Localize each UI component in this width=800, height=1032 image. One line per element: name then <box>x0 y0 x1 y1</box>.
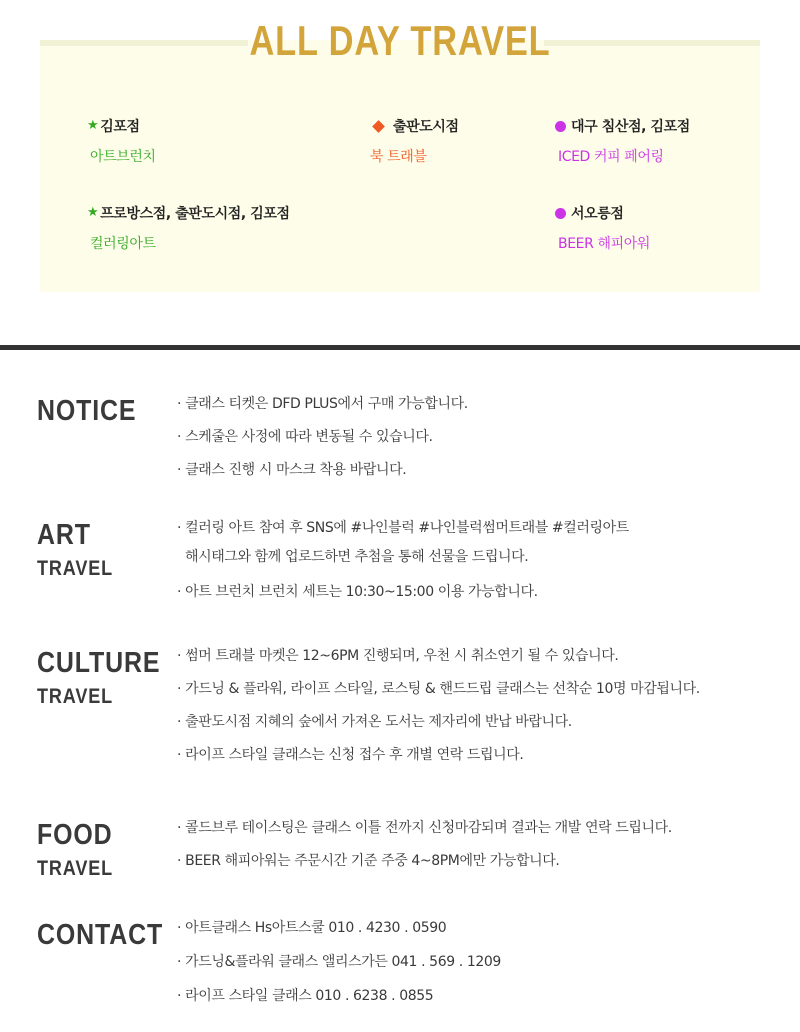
venue-item <box>555 203 650 253</box>
venue-branch: 김포점 <box>100 119 140 135</box>
contact-item: · 아트클래스 Hs아트스쿨 010 . 4230 . 0590 <box>177 918 501 938</box>
section-title-food <box>37 819 113 881</box>
list-item: · BEER 해피아워는 주문시간 기준 주중 4~8PM에만 가능합니다. <box>177 851 672 871</box>
venue-item <box>87 203 290 253</box>
section-title-contact <box>37 919 163 951</box>
list-item: · 가드닝 & 플라워, 라이프 스타일, 로스팅 & 핸드드립 클래스는 선착순 10명 마감됩니다. <box>177 679 700 699</box>
food-list <box>177 818 672 871</box>
venue-program: 컬러링아트 <box>90 236 156 252</box>
list-item: · 아트 브런치 브런치 세트는 10:30~15:00 이용 가능합니다. <box>177 582 629 602</box>
culture-list <box>177 646 700 765</box>
section-title-culture <box>37 647 160 709</box>
section-title-text: CONTACT <box>37 919 164 951</box>
venue-item <box>87 116 156 166</box>
star-icon: ★ <box>87 118 99 133</box>
venue-item <box>370 116 459 166</box>
section-title-art <box>37 519 113 581</box>
section-title-subtext: TRAVEL <box>37 557 114 580</box>
list-item-continuation: 해시태그와 함께 업로드하면 추첨을 통해 선물을 드립니다. <box>185 549 529 565</box>
list-item: · 스케줄은 사정에 따라 변동될 수 있습니다. <box>177 427 468 447</box>
venue-branch: 출판도시점 <box>393 119 459 135</box>
venue-branch: 프로방스점, 출판도시점, 김포점 <box>100 206 290 222</box>
section-title-subtext: TRAVEL <box>37 685 114 708</box>
diamond-icon <box>372 120 385 133</box>
contact-item: · 가드닝&플라워 클래스 앨리스가든 041 . 569 . 1209 <box>177 952 501 972</box>
section-title-text: ART <box>37 519 91 551</box>
contact-item: · 라이프 스타일 클래스 010 . 6238 . 0855 <box>177 986 501 1006</box>
list-item: · 클래스 진행 시 마스크 착용 바랍니다. <box>177 460 468 480</box>
section-divider <box>0 345 800 350</box>
venue-program: BEER 해피아워 <box>558 236 650 252</box>
section-title-subtext: TRAVEL <box>37 857 114 880</box>
all-day-travel-panel <box>40 40 760 292</box>
venue-item <box>555 116 690 166</box>
section-title-notice <box>37 395 136 427</box>
dot-icon <box>555 121 566 132</box>
section-title-text: FOOD <box>37 819 113 851</box>
star-icon: ★ <box>87 205 99 220</box>
art-list <box>177 518 629 602</box>
venue-program: 아트브런치 <box>90 149 156 165</box>
dot-icon <box>555 208 566 219</box>
venue-branch: 대구 침산점, 김포점 <box>571 119 690 135</box>
list-item: · 썸머 트래블 마켓은 12~6PM 진행되며, 우천 시 취소연기 될 수 있습니다. <box>177 646 700 666</box>
list-item: · 클래스 티켓은 DFD PLUS에서 구매 가능합니다. <box>177 394 468 414</box>
list-item: · 컬러링 아트 참여 후 SNS에 #나인블럭 #나인블럭썸머트래블 #컬러링아트 <box>177 518 629 538</box>
section-title-text: NOTICE <box>37 395 137 427</box>
venue-program: ICED 커피 페어링 <box>558 149 664 165</box>
contact-list <box>177 918 501 1006</box>
list-item: · 콜드브루 테이스팅은 클래스 이틀 전까지 신청마감되며 결과는 개발 연락 드립니다. <box>177 818 672 838</box>
venue-branch: 서오릉점 <box>571 206 624 222</box>
venue-program: 북 트래블 <box>370 149 427 165</box>
section-title-text: CULTURE <box>37 647 161 679</box>
list-item: · 라이프 스타일 클래스는 신청 접수 후 개별 연락 드립니다. <box>177 745 700 765</box>
notice-list <box>177 394 468 480</box>
page-title: ALL DAY TRAVEL <box>249 17 551 64</box>
list-item: · 출판도시점 지혜의 숲에서 가져온 도서는 제자리에 반납 바랍니다. <box>177 712 700 732</box>
